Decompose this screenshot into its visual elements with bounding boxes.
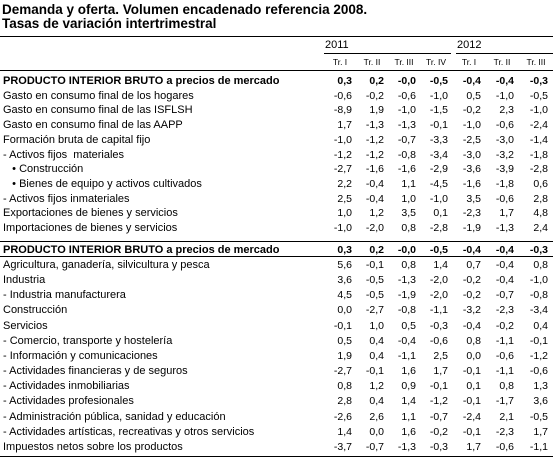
table-cell: 1,7	[337, 119, 352, 132]
table-cell: -1,2	[365, 148, 384, 161]
table-cell: 0,2	[369, 244, 384, 256]
table-cell: -0,6	[495, 119, 514, 132]
table-cell: -1,3	[397, 440, 416, 453]
table-cell: 0,5	[401, 319, 416, 332]
table-cell: -0,3	[529, 75, 548, 87]
table-cell: 1,7	[533, 425, 548, 438]
row-label: Gasto en consumo final de las AAPP	[3, 119, 183, 132]
table-cell: -0,8	[529, 289, 548, 302]
table-cell: -0,2	[365, 89, 384, 102]
table-cell: -1,0	[529, 274, 548, 287]
table-cell: -4,5	[429, 177, 448, 190]
table-cell: -0,6	[397, 89, 416, 102]
page-title: Demanda y oferta. Volumen encadenado referencia 2008.	[2, 2, 368, 17]
table-cell: -1,5	[429, 104, 448, 117]
table-cell: 1,0	[337, 207, 352, 220]
table-cell: 1,9	[369, 104, 384, 117]
table-cell: -0,6	[529, 365, 548, 378]
table-cell: -1,9	[462, 222, 481, 234]
table-cell: -0,5	[429, 75, 448, 87]
table-cell: 5,6	[337, 259, 352, 271]
row-label: Gasto en consumo final de las ISFLSH	[3, 104, 193, 117]
table-cell: -0,3	[429, 319, 448, 332]
row-label: Gasto en consumo final de los hogares	[3, 89, 194, 102]
table-cell: -1,2	[429, 395, 448, 408]
table-cell: 1,3	[533, 380, 548, 393]
table-cell: -1,0	[397, 104, 416, 117]
table-cell: -2,6	[333, 410, 352, 423]
table-cell: -2,7	[333, 365, 352, 378]
table-cell: 2,1	[499, 410, 514, 423]
table-cell: -1,0	[429, 192, 448, 205]
table-cell: 2,8	[533, 192, 548, 205]
row-label: - Actividades inmobiliarias	[3, 380, 130, 393]
table-cell: -1,0	[333, 133, 352, 146]
table-cell: -0,2	[429, 425, 448, 438]
table-cell: -0,4	[495, 259, 514, 271]
table-cell: -1,1	[429, 304, 448, 317]
page-subtitle: Tasas de variación intertrimestral	[2, 16, 217, 31]
table-cell: -1,1	[495, 334, 514, 347]
section-divider-bottom	[0, 256, 553, 257]
table-cell: -0,5	[429, 244, 448, 256]
table-cell: 1,6	[401, 365, 416, 378]
table-cell: -0,0	[397, 75, 416, 87]
table-cell: -0,8	[397, 148, 416, 161]
table-cell: 0,1	[466, 380, 481, 393]
table-cell: -3,2	[495, 148, 514, 161]
row-label: - Activos fijos inmateriales	[3, 192, 130, 205]
table-cell: -3,6	[462, 163, 481, 176]
table-cell: -0,2	[462, 289, 481, 302]
table-cell: 0,9	[401, 380, 416, 393]
row-label: Exportaciones de bienes y servicios	[3, 207, 178, 220]
table-cell: -0,4	[462, 319, 481, 332]
table-cell: 4,5	[337, 289, 352, 302]
table-cell: -1,0	[495, 89, 514, 102]
quarter-header: Tr. IV	[426, 57, 446, 67]
table-cell: 0,8	[401, 259, 416, 271]
table-cell: 0,8	[466, 334, 481, 347]
table-cell: 3,5	[466, 192, 481, 205]
row-label: - Actividades artísticas, recreativas y otros servicios	[3, 425, 255, 438]
table-cell: -2,3	[495, 425, 514, 438]
row-label: - Administración pública, sanidad y educación	[3, 410, 226, 423]
table-cell: -3,0	[462, 148, 481, 161]
table-cell: -1,0	[429, 89, 448, 102]
table-cell: -0,4	[495, 274, 514, 287]
table-cell: 0,5	[337, 334, 352, 347]
table-cell: -0,5	[529, 89, 548, 102]
table-cell: -1,2	[333, 148, 352, 161]
table-cell: -0,4	[495, 244, 514, 256]
header-bottom-rule	[0, 70, 553, 71]
table-cell: -0,1	[333, 319, 352, 332]
table-cell: -0,1	[429, 119, 448, 132]
table-cell: 0,4	[533, 319, 548, 332]
table-cell: -1,3	[495, 222, 514, 234]
table-cell: 0,7	[466, 259, 481, 271]
table-bottom-rule	[0, 456, 553, 457]
row-label: Formación bruta de capital fijo	[3, 133, 151, 146]
table-cell: 3,6	[533, 395, 548, 408]
table-cell: -0,1	[365, 365, 384, 378]
row-label: Industria	[3, 274, 46, 287]
table-cell: -2,9	[429, 163, 448, 176]
table-cell: -3,3	[429, 133, 448, 146]
table-cell: -0,1	[462, 395, 481, 408]
quarter-header: Tr. II	[363, 57, 381, 67]
table-cell: -1,0	[333, 222, 352, 234]
table-cell: -2,3	[462, 207, 481, 220]
table-cell: 0,3	[337, 75, 352, 87]
table-cell: 1,4	[401, 395, 416, 408]
table-cell: -2,8	[529, 163, 548, 176]
row-label: • Construcción	[3, 163, 84, 176]
table-cell: -0,5	[365, 274, 384, 287]
table-cell: -3,4	[529, 304, 548, 317]
table-cell: -0,7	[495, 289, 514, 302]
table-cell: -1,3	[397, 119, 416, 132]
table-cell: 0,4	[369, 334, 384, 347]
table-cell: -0,4	[365, 192, 384, 205]
table-cell: 0,0	[369, 425, 384, 438]
table-cell: -1,2	[365, 133, 384, 146]
quarter-header: Tr. III	[394, 57, 414, 67]
table-cell: 1,6	[401, 425, 416, 438]
table-cell: -1,0	[529, 104, 548, 117]
table-cell: 1,2	[369, 380, 384, 393]
quarter-header: Tr. II	[493, 57, 511, 67]
table-cell: -0,6	[495, 349, 514, 362]
table-cell: 0,8	[533, 259, 548, 271]
row-label: - Comercio, transporte y hostelería	[3, 334, 173, 347]
table-cell: -1,6	[365, 163, 384, 176]
row-label: Importaciones de bienes y servicios	[3, 222, 178, 234]
row-label: - Activos fijos materiales	[3, 148, 125, 161]
table-cell: -0,4	[397, 334, 416, 347]
row-label: - Información y comunicaciones	[3, 349, 158, 362]
table-cell: 0,8	[499, 380, 514, 393]
table-cell: 2,4	[533, 222, 548, 234]
table-cell: -2,4	[529, 119, 548, 132]
table-cell: -1,1	[529, 440, 548, 453]
table-cell: -0,4	[495, 75, 514, 87]
row-label: Impuestos netos sobre los productos	[3, 440, 183, 453]
year-2012-rule	[456, 53, 553, 54]
header-top-rule	[0, 36, 553, 37]
table-cell: -0,4	[462, 75, 481, 87]
table-cell: -0,1	[365, 259, 384, 271]
table-cell: 0,4	[369, 349, 384, 362]
table-cell: -0,7	[429, 410, 448, 423]
table-cell: -1,4	[529, 133, 548, 146]
table-cell: 1,4	[433, 259, 448, 271]
table-cell: 1,7	[466, 440, 481, 453]
quarter-header: Tr. III	[526, 57, 546, 67]
table-cell: -8,9	[333, 104, 352, 117]
table-cell: -1,6	[462, 177, 481, 190]
table-cell: -0,6	[495, 192, 514, 205]
table-cell: -1,3	[397, 274, 416, 287]
table-cell: 1,2	[369, 207, 384, 220]
table-cell: -1,6	[397, 163, 416, 176]
table-cell: -3,0	[495, 133, 514, 146]
table-cell: -2,3	[495, 304, 514, 317]
table-cell: -0,7	[365, 440, 384, 453]
table-cell: -2,0	[429, 289, 448, 302]
table-cell: -0,6	[495, 440, 514, 453]
table-cell: -0,2	[462, 104, 481, 117]
table-cell: -0,6	[333, 89, 352, 102]
table-cell: 0,6	[533, 177, 548, 190]
table-cell: -1,8	[529, 148, 548, 161]
table-cell: -0,4	[462, 244, 481, 256]
table-cell: -0,3	[429, 440, 448, 453]
table-cell: 0,4	[369, 395, 384, 408]
table-cell: -0,8	[397, 304, 416, 317]
table-cell: -0,5	[365, 289, 384, 302]
table-cell: -1,3	[365, 119, 384, 132]
table-cell: -2,5	[462, 133, 481, 146]
row-label: Servicios	[3, 319, 48, 332]
table-cell: -0,1	[462, 425, 481, 438]
table-cell: -0,4	[365, 177, 384, 190]
table-cell: -2,7	[333, 163, 352, 176]
table-cell: 2,5	[337, 192, 352, 205]
table-cell: -1,9	[397, 289, 416, 302]
table-cell: -3,4	[429, 148, 448, 161]
table-cell: -3,9	[495, 163, 514, 176]
table-cell: 0,5	[466, 89, 481, 102]
row-label: PRODUCTO INTERIOR BRUTO a precios de mercado	[3, 75, 280, 87]
table-cell: -1,1	[495, 365, 514, 378]
quarter-header: Tr. I	[332, 57, 348, 67]
year-2012: 2012	[457, 39, 482, 51]
table-cell: 0,0	[337, 304, 352, 317]
table-cell: -0,0	[397, 244, 416, 256]
row-label: Agricultura, ganadería, silvicultura y pesca	[3, 259, 210, 271]
table-cell: 0,0	[466, 349, 481, 362]
table-cell: 2,3	[499, 104, 514, 117]
row-label: PRODUCTO INTERIOR BRUTO a precios de mercado	[3, 244, 280, 256]
row-label: • Bienes de equipo y activos cultivados	[3, 177, 202, 190]
table-cell: -0,6	[429, 334, 448, 347]
row-label: - Industria manufacturera	[3, 289, 126, 302]
table-cell: -0,1	[429, 380, 448, 393]
table-cell: 0,8	[401, 222, 416, 234]
table-cell: -0,7	[397, 133, 416, 146]
table-cell: -0,1	[529, 334, 548, 347]
table-cell: 2,2	[337, 177, 352, 190]
table-cell: -2,8	[429, 222, 448, 234]
section-divider-top	[0, 241, 553, 242]
year-2011: 2011	[325, 39, 349, 51]
table-cell: 1,0	[369, 319, 384, 332]
table-cell: -1,2	[529, 349, 548, 362]
table-cell: 1,7	[433, 365, 448, 378]
row-label: - Actividades financieras y de seguros	[3, 365, 188, 378]
table-cell: 2,6	[369, 410, 384, 423]
table-cell: -0,2	[462, 274, 481, 287]
table-cell: 3,6	[337, 274, 352, 287]
table-cell: 0,8	[337, 380, 352, 393]
table-cell: 1,9	[337, 349, 352, 362]
table-cell: 1,1	[401, 177, 416, 190]
row-label: - Actividades profesionales	[3, 395, 134, 408]
quarter-header: Tr. I	[461, 57, 477, 67]
table-cell: -2,0	[429, 274, 448, 287]
table-cell: -2,7	[365, 304, 384, 317]
table-cell: 1,0	[401, 192, 416, 205]
table-cell: -0,2	[495, 319, 514, 332]
table-cell: -0,5	[529, 410, 548, 423]
table-cell: 4,8	[533, 207, 548, 220]
table-cell: 0,3	[337, 244, 352, 256]
table-cell: -0,3	[529, 244, 548, 256]
table-cell: -1,7	[495, 395, 514, 408]
table-cell: -1,1	[397, 349, 416, 362]
table-cell: -3,7	[333, 440, 352, 453]
table-cell: -1,0	[462, 119, 481, 132]
table-cell: 1,7	[499, 207, 514, 220]
table-cell: -1,8	[495, 177, 514, 190]
table-cell: 0,1	[433, 207, 448, 220]
table-cell: -0,1	[462, 365, 481, 378]
table-cell: -3,2	[462, 304, 481, 317]
table-cell: 3,5	[401, 207, 416, 220]
table-cell: 1,1	[401, 410, 416, 423]
table-cell: 1,4	[337, 425, 352, 438]
table-cell: 2,5	[433, 349, 448, 362]
table-cell: 2,8	[337, 395, 352, 408]
table-cell: -2,4	[462, 410, 481, 423]
row-label: Construcción	[3, 304, 68, 317]
year-2011-rule	[324, 53, 451, 54]
table-cell: -2,0	[365, 222, 384, 234]
table-cell: 0,2	[369, 75, 384, 87]
